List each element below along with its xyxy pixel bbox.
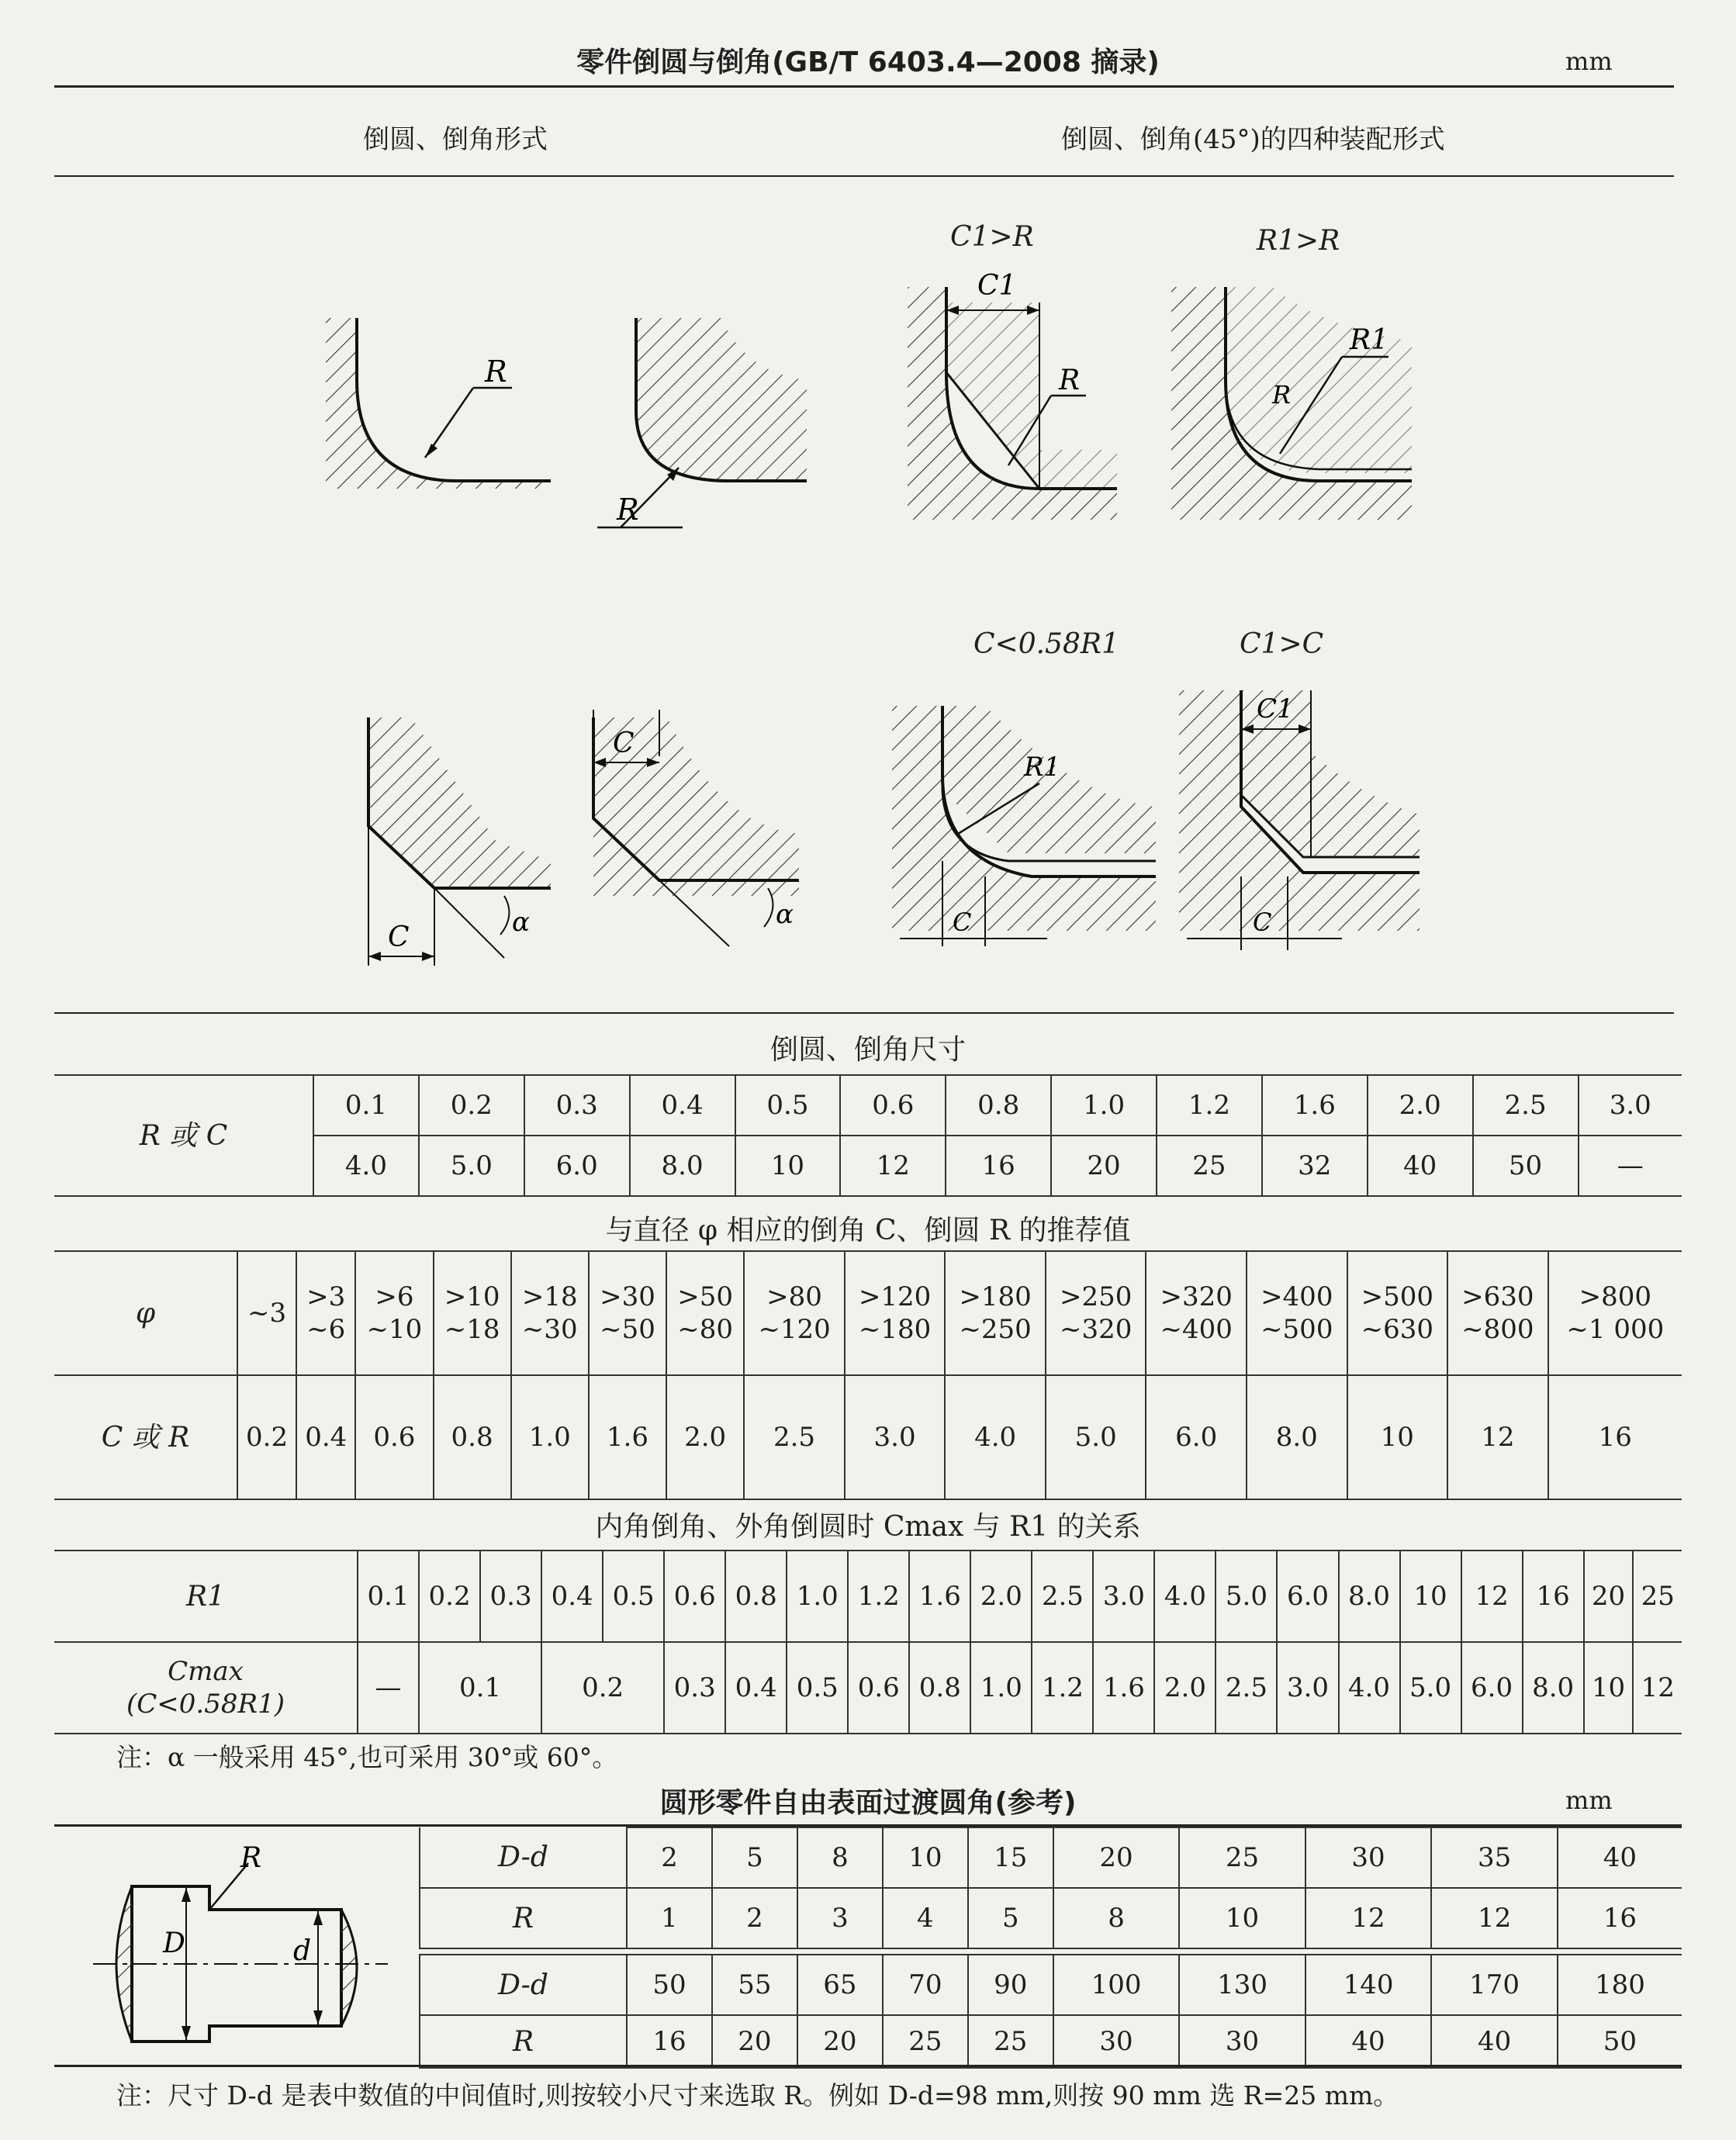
t1r2c5: 10 <box>735 1136 841 1196</box>
phi-range-1 <box>296 1251 355 1375</box>
dd1-value-9: 40 <box>1558 1827 1682 1888</box>
cr-value-11: 6.0 <box>1146 1375 1247 1499</box>
r1-value-7: 1.0 <box>787 1551 848 1642</box>
dd2-value-4: 90 <box>968 1955 1053 2015</box>
unit-label: mm <box>1565 47 1613 76</box>
t1r1c12: 2.5 <box>1473 1075 1579 1136</box>
r1-value-10: 2.0 <box>970 1551 1032 1642</box>
r1-value-5: 0.6 <box>664 1551 725 1642</box>
r-label-inner: R <box>1272 380 1292 410</box>
t1r1c11: 2.0 <box>1368 1075 1473 1136</box>
phi-range-4 <box>511 1251 589 1375</box>
t1r2c10: 32 <box>1262 1136 1368 1196</box>
phi-range-5-line-0: >30 <box>600 1281 655 1312</box>
t1r1c4: 0.4 <box>630 1075 735 1136</box>
condition-c1-gt-c: C1>C <box>1240 628 1324 660</box>
phi-range-2-line-1: ~10 <box>366 1314 423 1345</box>
table-free-surface-fillet <box>419 1827 1682 2069</box>
r1-value-2: 0.3 <box>480 1551 541 1642</box>
dd1-value-7: 30 <box>1305 1827 1432 1888</box>
condition-c-lt-058r1: C<0.58R1 <box>973 628 1119 660</box>
cmax-value-10: 3.0 <box>1277 1642 1338 1734</box>
c-label-2: C <box>613 728 635 759</box>
cmax-first: — <box>358 1642 419 1734</box>
cr-value-0: 0.2 <box>237 1375 296 1499</box>
r1row-value-1: 2 <box>712 1888 797 1948</box>
phi-range-9 <box>945 1251 1046 1375</box>
dd2-value-6: 130 <box>1179 1955 1305 2015</box>
r1-value-13: 4.0 <box>1154 1551 1216 1642</box>
phi-range-1-line-1: ~6 <box>306 1314 346 1345</box>
r1-value-21: 25 <box>1633 1551 1682 1642</box>
r1-label: R1 <box>1350 324 1389 356</box>
dd1-value-6: 25 <box>1179 1827 1305 1888</box>
t1r2c6: 12 <box>840 1136 946 1196</box>
r2row-value-6: 30 <box>1179 2015 1305 2068</box>
table4-title: 圆形零件自由表面过渡圆角(参考) <box>659 1787 1077 1819</box>
cr-label: C 或 R <box>54 1375 237 1499</box>
table4-bottom-rule <box>54 2065 1682 2067</box>
diameter-d-label: d <box>293 1935 312 1967</box>
assembly-c1-gt-r-figure <box>900 256 1133 527</box>
r2row-value-8: 40 <box>1431 2015 1558 2068</box>
t1r1c8: 1.0 <box>1051 1075 1157 1136</box>
t1r1c10: 1.6 <box>1262 1075 1368 1136</box>
t1r2c11: 40 <box>1368 1136 1473 1196</box>
phi-range-6-line-0: >50 <box>677 1281 734 1312</box>
cmax-row-label <box>54 1642 358 1734</box>
r1-row-label: R1 <box>54 1551 358 1642</box>
r1row-value-7: 12 <box>1305 1888 1432 1948</box>
cr-value-12: 8.0 <box>1247 1375 1347 1499</box>
t1r2c7: 16 <box>946 1136 1051 1196</box>
condition-c1-gt-r: C1>R <box>950 221 1034 253</box>
table-cmax-r1 <box>54 1550 1682 1734</box>
cr-value-7: 2.5 <box>744 1375 845 1499</box>
figure-caption-right: 倒圆、倒角(45°)的四种装配形式 <box>1061 124 1445 155</box>
t1r1c1: 0.1 <box>313 1075 419 1136</box>
table1-title: 倒圆、倒角尺寸 <box>769 1034 966 1066</box>
cmax-value-4: 0.8 <box>909 1642 970 1734</box>
phi-range-4-line-1: ~30 <box>521 1314 578 1345</box>
r1row-value-3: 4 <box>883 1888 968 1948</box>
phi-range-10-line-1: ~320 <box>1059 1314 1133 1345</box>
cmax-condition: (C<0.58R1) <box>126 1689 285 1720</box>
phi-range-7 <box>744 1251 845 1375</box>
phi-range-13 <box>1347 1251 1448 1375</box>
cr-value-13: 10 <box>1347 1375 1448 1499</box>
alpha-label-2: α <box>776 899 794 930</box>
phi-range-6-line-1: ~80 <box>677 1314 734 1345</box>
t1r1c2: 0.2 <box>419 1075 524 1136</box>
phi-range-7-line-0: >80 <box>766 1281 822 1312</box>
fillet-external-figure <box>318 310 566 489</box>
r2row-value-1: 20 <box>712 2015 797 2068</box>
t1r1c6: 0.6 <box>840 1075 946 1136</box>
dd-label-1: D-d <box>420 1827 627 1888</box>
table3-title <box>0 1505 1736 1544</box>
r-label-2: R <box>420 2015 627 2068</box>
cmax-value-3: 0.6 <box>848 1642 909 1734</box>
t1r2c12: 50 <box>1473 1136 1579 1196</box>
cmax-value-8: 2.0 <box>1154 1642 1216 1734</box>
phi-range-11 <box>1146 1251 1247 1375</box>
t1r1c5: 0.5 <box>735 1075 841 1136</box>
r1-value-16: 8.0 <box>1339 1551 1400 1642</box>
t1r1c3: 0.3 <box>524 1075 630 1136</box>
phi-range-0 <box>237 1251 296 1375</box>
r2row-value-4: 25 <box>968 2015 1053 2068</box>
cmax-value-15: 10 <box>1584 1642 1634 1734</box>
t1r2c13: — <box>1579 1136 1682 1196</box>
c-label: C <box>388 921 410 953</box>
cmax-value-9: 2.5 <box>1216 1642 1277 1734</box>
table3-title-text: 内角倒角、外角倒圆时 Cmax 与 R1 的关系 <box>595 1511 1141 1543</box>
t1r2c9: 25 <box>1157 1136 1262 1196</box>
dd1-value-5: 20 <box>1053 1827 1180 1888</box>
phi-range-12-line-1: ~500 <box>1261 1314 1333 1345</box>
r2row-value-7: 40 <box>1305 2015 1432 2068</box>
page-title: 零件倒圆与倒角(GB/T 6403.4—2008 摘录) <box>576 47 1160 78</box>
phi-range-7-line-1: ~120 <box>758 1314 831 1345</box>
cr-value-15: 16 <box>1548 1375 1682 1499</box>
cr-value-4: 1.0 <box>511 1375 589 1499</box>
dd1-value-4: 15 <box>968 1827 1053 1888</box>
c1-label: C1 <box>977 270 1017 302</box>
r1-value-17: 10 <box>1400 1551 1461 1642</box>
cmax-span-02: 0.2 <box>541 1642 664 1734</box>
cmax-value-14: 8.0 <box>1523 1642 1584 1734</box>
table1-rule <box>54 1012 1674 1014</box>
r1row-value-9: 16 <box>1558 1888 1682 1948</box>
t1r1c7: 0.8 <box>946 1075 1051 1136</box>
dd2-value-5: 100 <box>1053 1955 1180 2015</box>
dd2-value-1: 55 <box>712 1955 797 2015</box>
phi-range-9-line-0: >180 <box>959 1281 1032 1312</box>
dd1-value-0: 2 <box>627 1827 712 1888</box>
phi-range-12 <box>1247 1251 1347 1375</box>
cmax-value-0: 0.3 <box>664 1642 725 1734</box>
phi-range-10-line-0: >250 <box>1059 1281 1133 1312</box>
fillet-R-label: R <box>240 1842 262 1874</box>
phi-range-14-line-1: ~800 <box>1461 1314 1534 1345</box>
cmax-value-1: 0.4 <box>725 1642 787 1734</box>
r1row-value-0: 1 <box>627 1888 712 1948</box>
r1-label-2: R1 <box>1024 752 1061 783</box>
cmax-value-7: 1.6 <box>1093 1642 1154 1734</box>
r2row-value-9: 50 <box>1558 2015 1682 2068</box>
phi-range-3-line-1: ~18 <box>444 1314 500 1345</box>
dd2-value-8: 170 <box>1431 1955 1558 2015</box>
chamfer-external-figure <box>349 710 566 966</box>
r1row-value-6: 10 <box>1179 1888 1305 1948</box>
cr-value-5: 1.6 <box>589 1375 666 1499</box>
dd-label-2: D-d <box>420 1955 627 2015</box>
phi-range-5 <box>589 1251 666 1375</box>
phi-range-2 <box>355 1251 433 1375</box>
r1-value-6: 0.8 <box>725 1551 787 1642</box>
dd1-value-2: 8 <box>797 1827 883 1888</box>
dd2-value-0: 50 <box>627 1955 712 2015</box>
c-label-4: C <box>1253 908 1272 937</box>
assembly-r1-gt-r-figure <box>1164 279 1420 527</box>
phi-range-4-line-0: >18 <box>521 1281 578 1312</box>
condition-r1-gt-r: R1>R <box>1257 225 1340 257</box>
c-label-3: C <box>953 908 972 937</box>
r1-value-19: 16 <box>1523 1551 1584 1642</box>
phi-range-9-line-1: ~250 <box>959 1314 1032 1345</box>
t1r2c4: 8.0 <box>630 1136 735 1196</box>
phi-range-15-line-0: >800 <box>1579 1281 1651 1312</box>
r2row-value-3: 25 <box>883 2015 968 2068</box>
r2row-value-0: 16 <box>627 2015 712 2068</box>
phi-range-8-line-0: >120 <box>858 1281 932 1312</box>
phi-range-14 <box>1447 1251 1548 1375</box>
r1row-value-4: 5 <box>968 1888 1053 1948</box>
cmax-value-6: 1.2 <box>1032 1642 1093 1734</box>
figure-caption-left: 倒圆、倒角形式 <box>363 124 548 155</box>
r1-value-1: 0.2 <box>419 1551 480 1642</box>
dd2-value-9: 180 <box>1558 1955 1682 2015</box>
cmax-value-2: 0.5 <box>787 1642 848 1734</box>
table1-label: R 或 C <box>54 1075 313 1196</box>
phi-range-11-line-1: ~400 <box>1160 1314 1233 1345</box>
dd1-value-8: 35 <box>1431 1827 1558 1888</box>
assembly-c1-gt-c-figure <box>1171 683 1427 962</box>
table-diameter-recommend <box>54 1250 1682 1500</box>
table4-unit: mm <box>1565 1786 1613 1815</box>
cmax-value-13: 6.0 <box>1461 1642 1523 1734</box>
r1row-value-5: 8 <box>1053 1888 1180 1948</box>
phi-range-14-line-0: >630 <box>1461 1281 1534 1312</box>
phi-range-0-line-0: ~3 <box>247 1297 287 1329</box>
t1r1c9: 1.2 <box>1157 1075 1262 1136</box>
cmax-value-16: 12 <box>1633 1642 1682 1734</box>
r1-value-0: 0.1 <box>358 1551 419 1642</box>
cmax-value-11: 4.0 <box>1339 1642 1400 1734</box>
r1-value-18: 12 <box>1461 1551 1523 1642</box>
r1-value-9: 1.6 <box>909 1551 970 1642</box>
r1-value-11: 2.5 <box>1032 1551 1093 1642</box>
r2row-value-5: 30 <box>1053 2015 1180 2068</box>
table2-title: 与直径 φ 相应的倒角 C、倒圆 R 的推荐值 <box>605 1215 1131 1246</box>
cr-value-14: 12 <box>1447 1375 1548 1499</box>
r1row-value-2: 3 <box>797 1888 883 1948</box>
dd1-value-1: 5 <box>712 1827 797 1888</box>
r1-value-3: 0.4 <box>541 1551 603 1642</box>
t1r2c1: 4.0 <box>313 1136 419 1196</box>
t1r2c2: 5.0 <box>419 1136 524 1196</box>
r1-value-4: 0.5 <box>603 1551 664 1642</box>
radius-label: R <box>485 354 507 389</box>
phi-range-2-line-0: >6 <box>375 1281 414 1312</box>
r1-value-12: 3.0 <box>1093 1551 1154 1642</box>
phi-range-8-line-1: ~180 <box>858 1314 932 1345</box>
phi-range-13-line-0: >500 <box>1361 1281 1433 1312</box>
r-label-assembly: R <box>1059 365 1081 396</box>
r2row-value-2: 20 <box>797 2015 883 2068</box>
cr-value-3: 0.8 <box>434 1375 511 1499</box>
alpha-label: α <box>512 907 530 938</box>
dd2-value-2: 65 <box>797 1955 883 2015</box>
caption-rule <box>54 175 1674 177</box>
phi-range-15 <box>1548 1251 1682 1375</box>
diameter-D-label: D <box>163 1927 185 1959</box>
note-alpha: 注：α 一般采用 45°,也可采用 30°或 60°。 <box>116 1742 618 1772</box>
r1row-value-8: 12 <box>1431 1888 1558 1948</box>
r1-value-8: 1.2 <box>848 1551 909 1642</box>
t1r2c8: 20 <box>1051 1136 1157 1196</box>
header-rule <box>54 85 1674 88</box>
cmax-span-01: 0.1 <box>419 1642 541 1734</box>
cmax-value-5: 1.0 <box>970 1642 1032 1734</box>
r1-value-20: 20 <box>1584 1551 1634 1642</box>
assembly-c-lt-r1-figure <box>884 698 1164 954</box>
phi-range-12-line-0: >400 <box>1261 1281 1333 1312</box>
note-selection: 注：尺寸 D-d 是表中数值的中间值时,则按较小尺寸来选取 R。例如 D-d=98 mm,则按 90 mm 选 R=25 mm。 <box>116 2080 1399 2111</box>
phi-range-10 <box>1046 1251 1146 1375</box>
cr-value-8: 3.0 <box>845 1375 946 1499</box>
r1-value-15: 6.0 <box>1277 1551 1338 1642</box>
phi-range-8 <box>845 1251 946 1375</box>
dd1-value-3: 10 <box>883 1827 968 1888</box>
phi-range-15-line-1: ~1 000 <box>1566 1314 1665 1345</box>
chamfer-internal-figure <box>582 710 822 958</box>
phi-range-11-line-0: >320 <box>1160 1281 1233 1312</box>
phi-range-3 <box>434 1251 511 1375</box>
fillet-internal-figure <box>590 310 822 535</box>
r-label-1: R <box>420 1888 627 1948</box>
cr-value-2: 0.6 <box>355 1375 433 1499</box>
table-radius-chamfer-sizes <box>54 1074 1682 1197</box>
dd2-value-7: 140 <box>1305 1955 1432 2015</box>
cmax-label: Cmax <box>168 1655 244 1687</box>
t1r1c13: 3.0 <box>1579 1075 1682 1136</box>
phi-range-13-line-1: ~630 <box>1361 1314 1433 1345</box>
phi-range-3-line-0: >10 <box>444 1281 500 1312</box>
phi-label: φ <box>54 1251 237 1375</box>
radius-label-2: R <box>617 493 639 527</box>
phi-range-6 <box>666 1251 744 1375</box>
cr-value-9: 4.0 <box>945 1375 1046 1499</box>
t1r2c3: 6.0 <box>524 1136 630 1196</box>
cmax-value-12: 5.0 <box>1400 1642 1461 1734</box>
c1-label-2: C1 <box>1257 693 1294 724</box>
r1-value-14: 5.0 <box>1216 1551 1277 1642</box>
cr-value-1: 0.4 <box>296 1375 355 1499</box>
dd2-value-3: 70 <box>883 1955 968 2015</box>
cr-value-6: 2.0 <box>666 1375 744 1499</box>
shaft-figure <box>85 1832 396 2057</box>
phi-range-1-line-0: >3 <box>306 1281 346 1312</box>
cr-value-10: 5.0 <box>1046 1375 1146 1499</box>
phi-range-5-line-1: ~50 <box>600 1314 655 1345</box>
